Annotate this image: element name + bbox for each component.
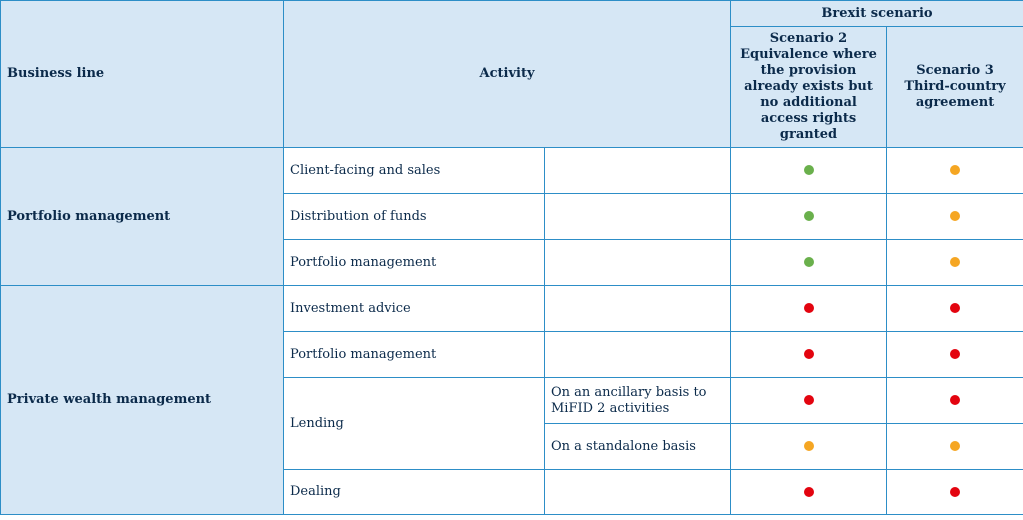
sub-activity-cell	[545, 148, 731, 194]
sub-activity-cell	[545, 194, 731, 240]
scenario-3-cell	[887, 332, 1023, 378]
scenario-2-cell	[731, 378, 887, 424]
status-dot-icon	[950, 165, 960, 175]
scenario-2-cell	[731, 194, 887, 240]
business-line-portfolio-management: Portfolio management	[1, 148, 284, 286]
status-dot-icon	[950, 211, 960, 221]
sub-activity-cell	[545, 240, 731, 286]
status-dot-icon	[950, 441, 960, 451]
scenario-3-cell	[887, 378, 1023, 424]
header-business-line: Business line	[1, 1, 284, 148]
activity-cell: Portfolio management	[284, 240, 545, 286]
scenario-3-cell	[887, 470, 1023, 515]
header-scenario-3: Scenario 3 Third-country agreement	[887, 27, 1023, 148]
activity-cell: Investment advice	[284, 286, 545, 332]
status-dot-icon	[950, 487, 960, 497]
business-line-private-wealth-management: Private wealth management	[1, 286, 284, 515]
activity-cell: Portfolio management	[284, 332, 545, 378]
scenario-3-cell	[887, 286, 1023, 332]
header-brexit-scenario: Brexit scenario	[731, 1, 1023, 27]
status-dot-icon	[950, 257, 960, 267]
activity-cell: Client-facing and sales	[284, 148, 545, 194]
header-scenario-2: Scenario 2 Equivalence where the provision already exists but no additional access rights granted	[731, 27, 887, 148]
sub-activity-cell: On a standalone basis	[545, 424, 731, 470]
status-dot-icon	[804, 165, 814, 175]
scenario-2-cell	[731, 240, 887, 286]
activity-cell: Dealing	[284, 470, 545, 515]
sub-activity-cell	[545, 470, 731, 515]
header-activity: Activity	[284, 1, 731, 148]
scenario-3-cell	[887, 194, 1023, 240]
scenario-3-cell	[887, 424, 1023, 470]
sub-activity-cell	[545, 332, 731, 378]
status-dot-icon	[804, 395, 814, 405]
scenario-2-cell	[731, 470, 887, 515]
scenario-2-cell	[731, 424, 887, 470]
scenario-2-cell	[731, 148, 887, 194]
status-dot-icon	[804, 303, 814, 313]
status-dot-icon	[950, 395, 960, 405]
activity-cell: Distribution of funds	[284, 194, 545, 240]
scenario-3-cell	[887, 240, 1023, 286]
activity-cell-lending: Lending	[284, 378, 545, 470]
status-dot-icon	[950, 349, 960, 359]
status-dot-icon	[804, 487, 814, 497]
status-dot-icon	[804, 441, 814, 451]
status-dot-icon	[950, 303, 960, 313]
sub-activity-cell: On an ancillary basis to MiFID 2 activities	[545, 378, 731, 424]
scenario-2-cell	[731, 286, 887, 332]
sub-activity-cell	[545, 286, 731, 332]
scenario-2-cell	[731, 332, 887, 378]
status-dot-icon	[804, 257, 814, 267]
status-dot-icon	[804, 349, 814, 359]
status-dot-icon	[804, 211, 814, 221]
scenario-3-cell	[887, 148, 1023, 194]
